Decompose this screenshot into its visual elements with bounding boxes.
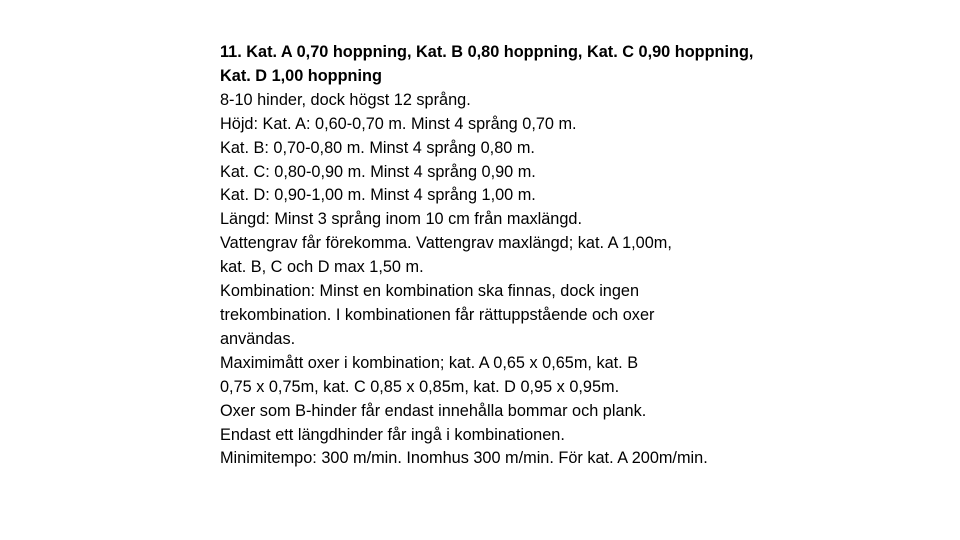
body-line: Oxer som B-hinder får endast innehålla bommar och plank. <box>220 401 647 420</box>
body-line: trekombination. I kombinationen får rättuppstående och oxer <box>220 305 655 324</box>
body-line: användas. <box>220 329 296 348</box>
body-line: 0,75 x 0,75m, kat. C 0,85 x 0,85m, kat. D 0,95 x 0,95m. <box>220 377 620 396</box>
body-line: Längd: Minst 3 språng inom 10 cm från maxlängd. <box>220 210 582 229</box>
body-line: Kat. C: 0,80-0,90 m. Minst 4 språng 0,90 m. <box>220 162 536 181</box>
body-line: Kat. B: 0,70-0,80 m. Minst 4 språng 0,80 m. <box>220 138 535 157</box>
heading-line: 11. Kat. A 0,70 hoppning, Kat. B 0,80 hoppning, Kat. C 0,90 hoppning, <box>220 43 754 61</box>
body-line: 8-10 hinder, dock högst 12 språng. <box>220 90 471 109</box>
heading-line: Kat. D 1,00 hoppning <box>220 66 382 85</box>
body-line: kat. B, C och D max 1,50 m. <box>220 258 424 277</box>
body-line: Minimitempo: 300 m/min. Inomhus 300 m/min. För kat. A 200m/min. <box>220 449 708 468</box>
body-line: Kat. D: 0,90-1,00 m. Minst 4 språng 1,00 m. <box>220 186 536 205</box>
rule-text-block <box>220 41 920 471</box>
body-line: Endast ett längdhinder får ingå i kombinationen. <box>220 425 565 444</box>
body-line: Kombination: Minst en kombination ska finnas, dock ingen <box>220 282 640 301</box>
body-line: Vattengrav får förekomma. Vattengrav maxlängd; kat. A 1,00m, <box>220 234 672 253</box>
body-line: Höjd: Kat. A: 0,60-0,70 m. Minst 4 språng 0,70 m. <box>220 114 577 133</box>
body-line: Maximimått oxer i kombination; kat. A 0,65 x 0,65m, kat. B <box>220 353 639 372</box>
